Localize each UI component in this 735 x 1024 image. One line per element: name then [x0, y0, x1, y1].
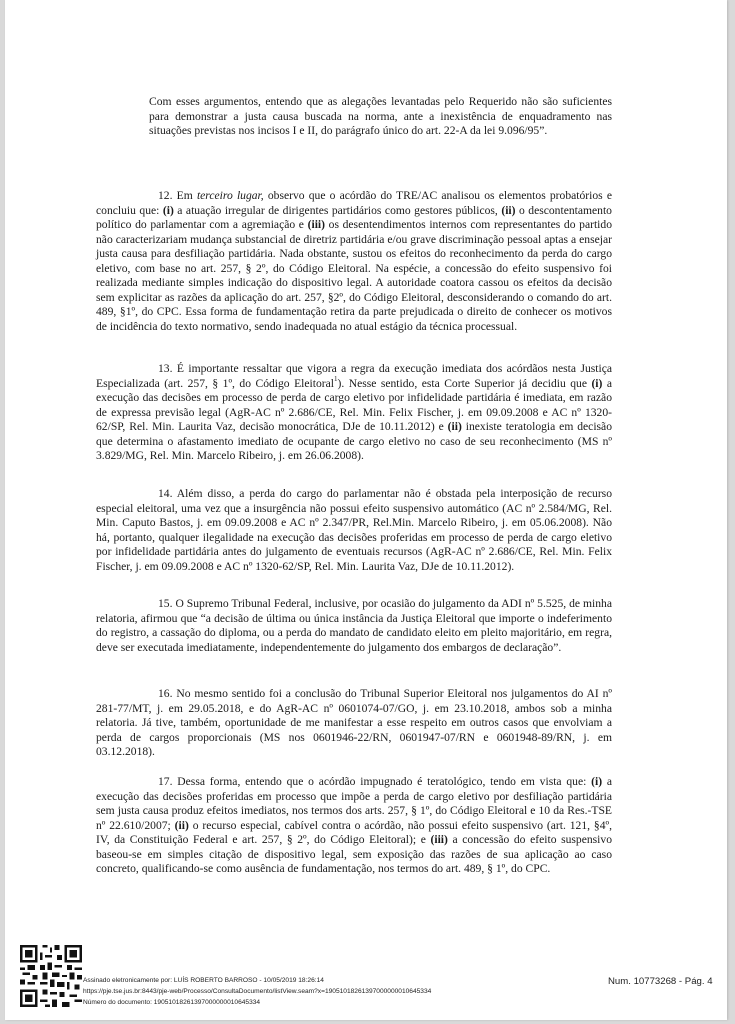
- signature-footer: [5, 940, 727, 1020]
- footnote-marker[interactable]: 1: [333, 374, 338, 383]
- quote-block: [149, 95, 612, 139]
- signature-metadata: [83, 975, 431, 1008]
- paragraph-14: 14. Além disso, a perda do cargo do parlamentar não é obstada pela interposição de recurso especial eleitoral, uma vez que a insurgência não possui efeito suspensivo automático (AC nº 2.584/MG, Rel. Min. Caputo Bastos, j. em 09.09.2008 e AC nº 2.347/PR, Rel.Min. Marcelo Ribeiro, j. em 05.06.2008). Não há, portanto, qualquer ilegalidade na execução das decisões proferidas em processo de perda de cargo eletivo por infidelidade partidária antes do julgamento de eventuais recursos (AgR-AC nº 2.686/CE, Rel. Min. Felix Fischer, j. em 09.09.2008 e AC nº 1320-62/SP, Rel. Min. Laurita Vaz, DJe de 10.11.2012).: [96, 487, 612, 573]
- page-number-label: Num. 10773268 - Pág. 4: [608, 976, 713, 987]
- paragraph-16: 16. No mesmo sentido foi a conclusão do Tribunal Superior Eleitoral nos julgamentos do AI nº 281-77/MT, j. em 29.05.2018, e do AgR-AC nº 0601074-07/GO, j. em 23.10.2018, ambos sob a minha relatoria. Já tive, também, oportunidade de me manifestar a esse respeito em outros casos que envolviam a perda de cargos proporcionais (MS nos 0601946-22/RN, 0601947-07/RN e 0601948-89/RN, j. em 03.12.2018).: [96, 687, 612, 758]
- document-number-text: Número do documento: 19051018261397000000010645334: [83, 999, 261, 1006]
- emphasis: terceiro lugar,: [196, 189, 264, 202]
- document-url-link[interactable]: https://pje.tse.jus.br:8443/pje-web/Processo/ConsultaDocumento/listView.seam?x=19051018261397000000010645334: [83, 988, 432, 995]
- document-page: [5, 0, 727, 1020]
- paragraph-15: 15. O Supremo Tribunal Federal, inclusive, por ocasião do julgamento da ADI nº 5.525, de minha relatoria, afirmou que “a decisão de última ou única instância da Justiça Eleitoral que importe o indeferimento do registro, a cassação do diploma, ou a perda do mandato de candidato eleito em pleito majoritário, em regra, deve ser executada imediatamente, independentemente do julgamento dos embargos de declaração”.: [96, 597, 612, 654]
- qr-code-icon[interactable]: [20, 945, 82, 1007]
- signed-by-text: Assinado eletronicamente por: LUÍS ROBERTO BARROSO - 10/05/2019 18:26:14: [83, 977, 324, 984]
- quote-continuation: Com esses argumentos, entendo que as alegações levantadas pelo Requerido não são suficientes para demonstrar a justa causa buscada na norma, ante a inexistência de enquadramento nas situações previstas nos incisos I e II, do parágrafo único do art. 22-A da lei 9.096/95”.: [149, 95, 612, 137]
- paragraph-17: 17. Dessa forma, entendo que o acórdão impugnado é teratológico, tendo em vista que: (i) a execução das decisões proferidas em processo que impõe a perda de cargo eletivo por desfiliação partidária sem justa causa produz efeitos imediatos, nos termos dos arts. 257, § 1º, do Código Eleitoral e 10 da Res.-TSE nº 22.610/2007; (ii) o recurso especial, cabível contra o acórdão, não possui efeito suspensivo (art. 121, §4º, IV, da Constituição Federal e art. 257, § 2º, do Código Eleitoral); e (iii) a concessão do efeito suspensivo baseou-se em simples citação de dispositivo legal, sem exposição das razões de sua aplicação ao caso concreto, qualificando-se como ausência de fundamentação, nos termos do art. 489, § 1º, do CPC.: [96, 775, 613, 875]
- paragraph-13: 13. É importante ressaltar que vigora a regra da execução imediata dos acórdãos nesta Justiça Especializada (art. 257, § 1º, do Código Eleitoral$^1$). Nesse sentido, esta Corte Superior já decidiu que (i) a execução das decisões em processo de perda de cargo eletivo por infidelidade partidária é imediata, em razão de expressa previsão legal (AgR-AC nº 2.686/CE, Rel. Min. Felix Fischer, j. em 09.09.2008 e AC nº 1320-62/SP, Rel. Min. Laurita Vaz, decisão monocrática, DJe de 10.11.2012) e (ii) inexiste teratologia em decisão que determina o afastamento imediato de ocupante de cargo eletivo no caso de seu reconhecimento (MS nº 3.829/MG, Rel. Min. Marcelo Ribeiro, j. em 26.06.2008).: [96, 362, 613, 462]
- paragraph-12: 12. Em terceiro lugar, observo que o acórdão do TRE/AC analisou os elementos probatórios e concluiu que: (i) a atuação irregular de dirigentes partidários como gestores públicos, (ii) o descontentamento político do parlamentar com a agremiação e (iii) os desentendimentos internos com representantes do partido não caracterizariam mudança substancial de diretriz partidária e/ou grave discriminação pessoal aptas a ensejar justa causa para desfiliação partidária. Nada obstante, sustou os efeitos do reconhecimento da perda do cargo eletivo, com base no art. 257, § 2º, do Código Eleitoral. Na espécie, a concessão do efeito suspensivo foi realizada mediante simples indicação do dispositivo legal. A autoridade coatora cassou os efeitos da decisão sem explicitar as razões da aplicação do art. 257, §2º, do Código Eleitoral, desconsiderando o comando do art. 489, §1º, do CPC. Essa forma de fundamentação retira da parte prejudicada o direito de conhecer os motivos de incidência do texto normativo, sendo inadequada no atual estágio da técnica processual.: [96, 189, 612, 333]
